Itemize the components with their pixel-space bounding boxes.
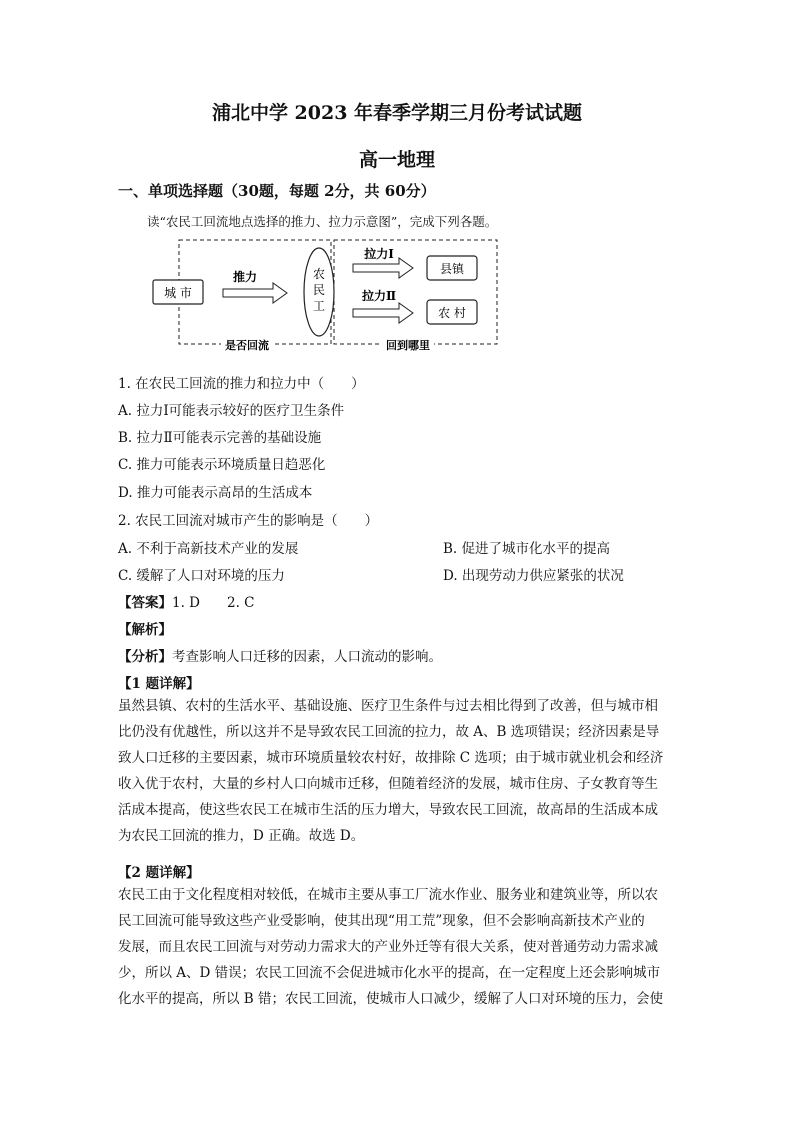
q1-option-d: D. 推力可能表示高昂的生活成本 xyxy=(118,485,313,501)
label-left: 是否回流 xyxy=(225,339,269,352)
q1-option-c: C. 推力可能表示环境质量日趋恶化 xyxy=(118,457,326,473)
pull1-label: 拉力Ⅰ xyxy=(364,247,394,261)
label-right: 回到哪里 xyxy=(386,339,430,352)
answer-value: 1. D 2. C xyxy=(172,595,255,611)
detail1-line: 收入优于农村，大量的乡村人口向城市迁移，但随着经济的发展，城市住房、子女教育等生 xyxy=(118,776,658,792)
q1-stem: 1. 在农民工回流的推力和拉力中（ ） xyxy=(118,376,365,392)
county-label: 县镇 xyxy=(439,262,465,276)
push-arrow xyxy=(223,283,287,303)
detail2-line: 民工回流可能导致这些产业受影响，使其出现“用工荒”现象，但不会影响高新技术产业的 xyxy=(118,913,645,929)
q2-stem: 2. 农民工回流对城市产生的影响是（ ） xyxy=(118,513,379,529)
q2-option-c: C. 缓解了人口对环境的压力 xyxy=(118,568,285,584)
page-title: 浦北中学 2023 年春季学期三月份考试试题 xyxy=(211,102,583,124)
detail1-label: 【1 题详解】 xyxy=(118,676,200,692)
worker-label-char1: 农 xyxy=(312,267,326,281)
q2-option-a: A. 不利于高新技术产业的发展 xyxy=(118,541,299,557)
page-subtitle: 高一地理 xyxy=(358,149,435,171)
worker-label-char2: 民 xyxy=(312,283,326,297)
detail1-line: 致人口迁移的主要因素，城市环境质量较农村好，故排除 C 选项；由于城市就业机会和经济 xyxy=(118,750,664,766)
detail1-line: 为农民工回流的推力，D 正确。故选 D。 xyxy=(118,828,365,844)
detail2-label: 【2 题详解】 xyxy=(118,865,200,881)
section-heading: 一、单项选择题（30题，每题 2分，共 60分） xyxy=(118,182,436,200)
pull2-arrow xyxy=(353,303,413,323)
detail2-line: 发展，而且农民工回流与对劳动力需求大的产业外迁等有很大关系，使对普通劳动力需求减 xyxy=(118,939,658,955)
q2-option-b: B. 促进了城市化水平的提高 xyxy=(443,541,611,557)
q2-option-d: D. 出现劳动力供应紧张的状况 xyxy=(443,568,624,584)
worker-label-char3: 工 xyxy=(312,299,326,313)
fenxi-label: 【分析】 xyxy=(118,649,172,665)
fenxi-line xyxy=(118,645,442,665)
detail2-line: 化水平的提高，所以 B 错；农民工回流，使城市人口减少，缓解了人口对环境的压力，会使 xyxy=(118,991,664,1007)
push-label: 推力 xyxy=(232,270,258,284)
detail1-line: 比仍没有优越性，所以这并不是导致农民工回流的拉力，故 A、B 选项错误；经济因素是导 xyxy=(118,724,660,740)
city-label: 城 市 xyxy=(164,286,192,300)
detail1-line: 虽然县镇、农村的生活水平、基础设施、医疗卫生条件与过去相比得到了改善，但与城市相 xyxy=(118,698,658,714)
pull2-label: 拉力Ⅱ xyxy=(361,289,397,303)
q1-option-a: A. 拉力Ⅰ可能表示较好的医疗卫生条件 xyxy=(118,403,345,419)
q1-option-b: B. 拉力Ⅱ可能表示完善的基础设施 xyxy=(118,430,322,446)
pull1-arrow xyxy=(353,258,413,278)
fenxi-text: 考查影响人口迁移的因素，人口流动的影响。 xyxy=(172,649,442,665)
detail2-paragraph xyxy=(118,882,680,1012)
analysis-label: 【解析】 xyxy=(118,622,172,638)
detail1-line: 活成本提高，使这些农民工在城市生活的压力增大，导致农民工回流，故高昂的生活成本成 xyxy=(118,802,658,818)
push-pull-diagram xyxy=(145,236,505,356)
figure-intro: 读“农民工回流地点选择的推力、拉力示意图”，完成下列各题。 xyxy=(147,214,498,229)
detail2-line: 少，所以 A、D 错误；农民工回流不会促进城市化水平的提高，在一定程度上还会影响城市 xyxy=(118,965,661,981)
detail2-line: 农民工由于文化程度相对较低，在城市主要从事工厂流水作业、服务业和建筑业等，所以农 xyxy=(118,887,658,903)
detail1-paragraph xyxy=(118,693,680,849)
answer-label: 【答案】 xyxy=(118,595,172,611)
village-label: 农 村 xyxy=(438,306,466,320)
answer-line xyxy=(118,591,255,611)
